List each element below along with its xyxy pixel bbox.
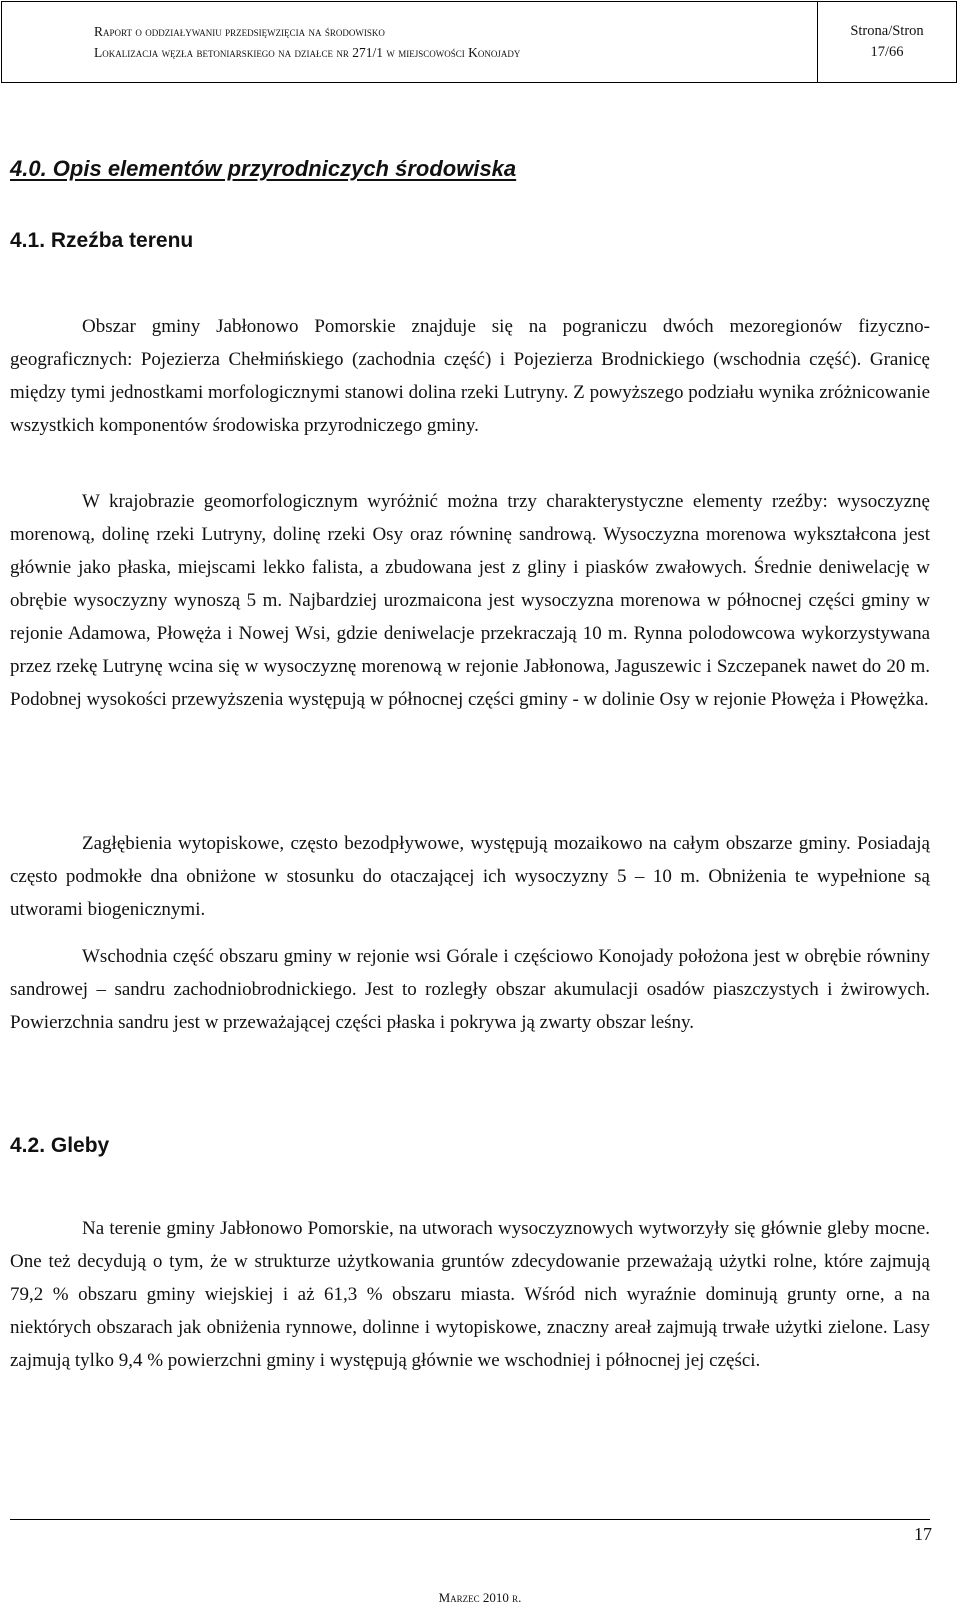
header-title-line-2: Lokalizacja węzła betoniarskiego na działce nr 271/1 w miejscowości Konojady: [94, 45, 521, 60]
header-page-block: [818, 2, 956, 82]
section-heading-soils: 4.2. Gleby: [10, 1134, 110, 1157]
section-heading-natural-elements: 4.0. Opis elementów przyrodniczych środowiska: [10, 156, 517, 181]
paragraph-relief-2: W krajobrazie geomorfologicznym wyróżnić można trzy charakterystyczne elementy rzeźby: wysoczyznę morenową, dolinę rzeki Lutryny, dolinę rzeki Osy oraz równinę sandrową. Wysoczyzna morenowa wykształcona jest głównie jako płaska, miejscami lekko falista, a zbudowana jest z gliny i piasków zwałowych. Średnie deniwelację w obrębie wysoczyzny wynoszą 5 m. Najbardziej urozmaicona jest wysoczyzna morenowa w północnej części gminy w rejonie Adamowa, Płowęża i Nowej Wsi, gdzie deniwelacje przekraczają 10 m. Rynna polodowcowa wykorzystywana przez rzekę Lutrynę wcina się w wysoczyznę morenową w rejonie Jabłonowa, Jaguszewic i Szczepanek nawet do 20 m. Podobnej wysokości przewyższenia występują w północnej części gminy - w dolinie Osy w rejonie Płowęża i Płowężka.: [10, 491, 930, 710]
footer-page-number: 17: [914, 1524, 932, 1544]
header-page-label: Strona/Stron: [850, 23, 924, 39]
footer-divider: [10, 1519, 930, 1520]
paragraph-relief-1: Obszar gminy Jabłonowo Pomorskie znajduje się na pograniczu dwóch mezoregionów fizyczno-geograficznych: Pojezierza Chełmińskiego (zachodnia część) i Pojezierza Brodnickiego (wschodnia część). Granicę między tymi jednostkami morfologicznymi stanowi dolina rzeki Lutryny. Z powyższego podziału wynika zróżnicowanie wszystkich komponentów środowiska przyrodniczego gminy.: [10, 316, 930, 436]
document-header: [1, 1, 957, 83]
paragraph-soils-1: Na terenie gminy Jabłonowo Pomorskie, na utworach wysoczyznowych wytworzyły się głównie gleby mocne. One też decydują o tym, że w strukturze użytkowania gruntów zdecydowanie przeważają użytki rolne, które zajmują 79,2 % obszaru gminy wiejskiej i aż 61,3 % obszaru miasta. Wśród nich wyraźnie dominują grunty orne, a na niektórych obszarach jak obniżenia rynnowe, dolinne i wytopiskowe, znaczny areał zajmują trwałe użytki zielone. Lasy zajmują tylko 9,4 % powierzchni gminy i występują głównie we wschodniej i północnej jej części.: [10, 1218, 930, 1371]
header-title-line-1: Raport o oddziaływaniu przedsięwzięcia na środowisko: [94, 24, 385, 39]
section-heading-relief: 4.1. Rzeźba terenu: [10, 229, 194, 252]
header-page-value: 17/66: [870, 44, 904, 60]
paragraph-relief-4: Wschodnia część obszaru gminy w rejonie wsi Górale i częściowo Konojady położona jest w obrębie równiny sandrowej – sandru zachodniobrodnickiego. Jest to rozległy obszar akumulacji osadów piaszczystych i żwirowych. Powierzchnia sandru jest w przeważającej części płaska i pokrywa ją zwarty obszar leśny.: [10, 946, 930, 1033]
footer-date: Marzec 2010 r.: [438, 1590, 522, 1605]
header-title-block: [2, 2, 818, 82]
paragraph-relief-3: Zagłębienia wytopiskowe, często bezodpływowe, występują mozaikowo na całym obszarze gminy. Posiadają często podmokłe dna obniżone w stosunku do otaczającej ich wysoczyzny 5 – 10 m. Obniżenia te wypełnione są utworami biogenicznymi.: [10, 833, 930, 920]
